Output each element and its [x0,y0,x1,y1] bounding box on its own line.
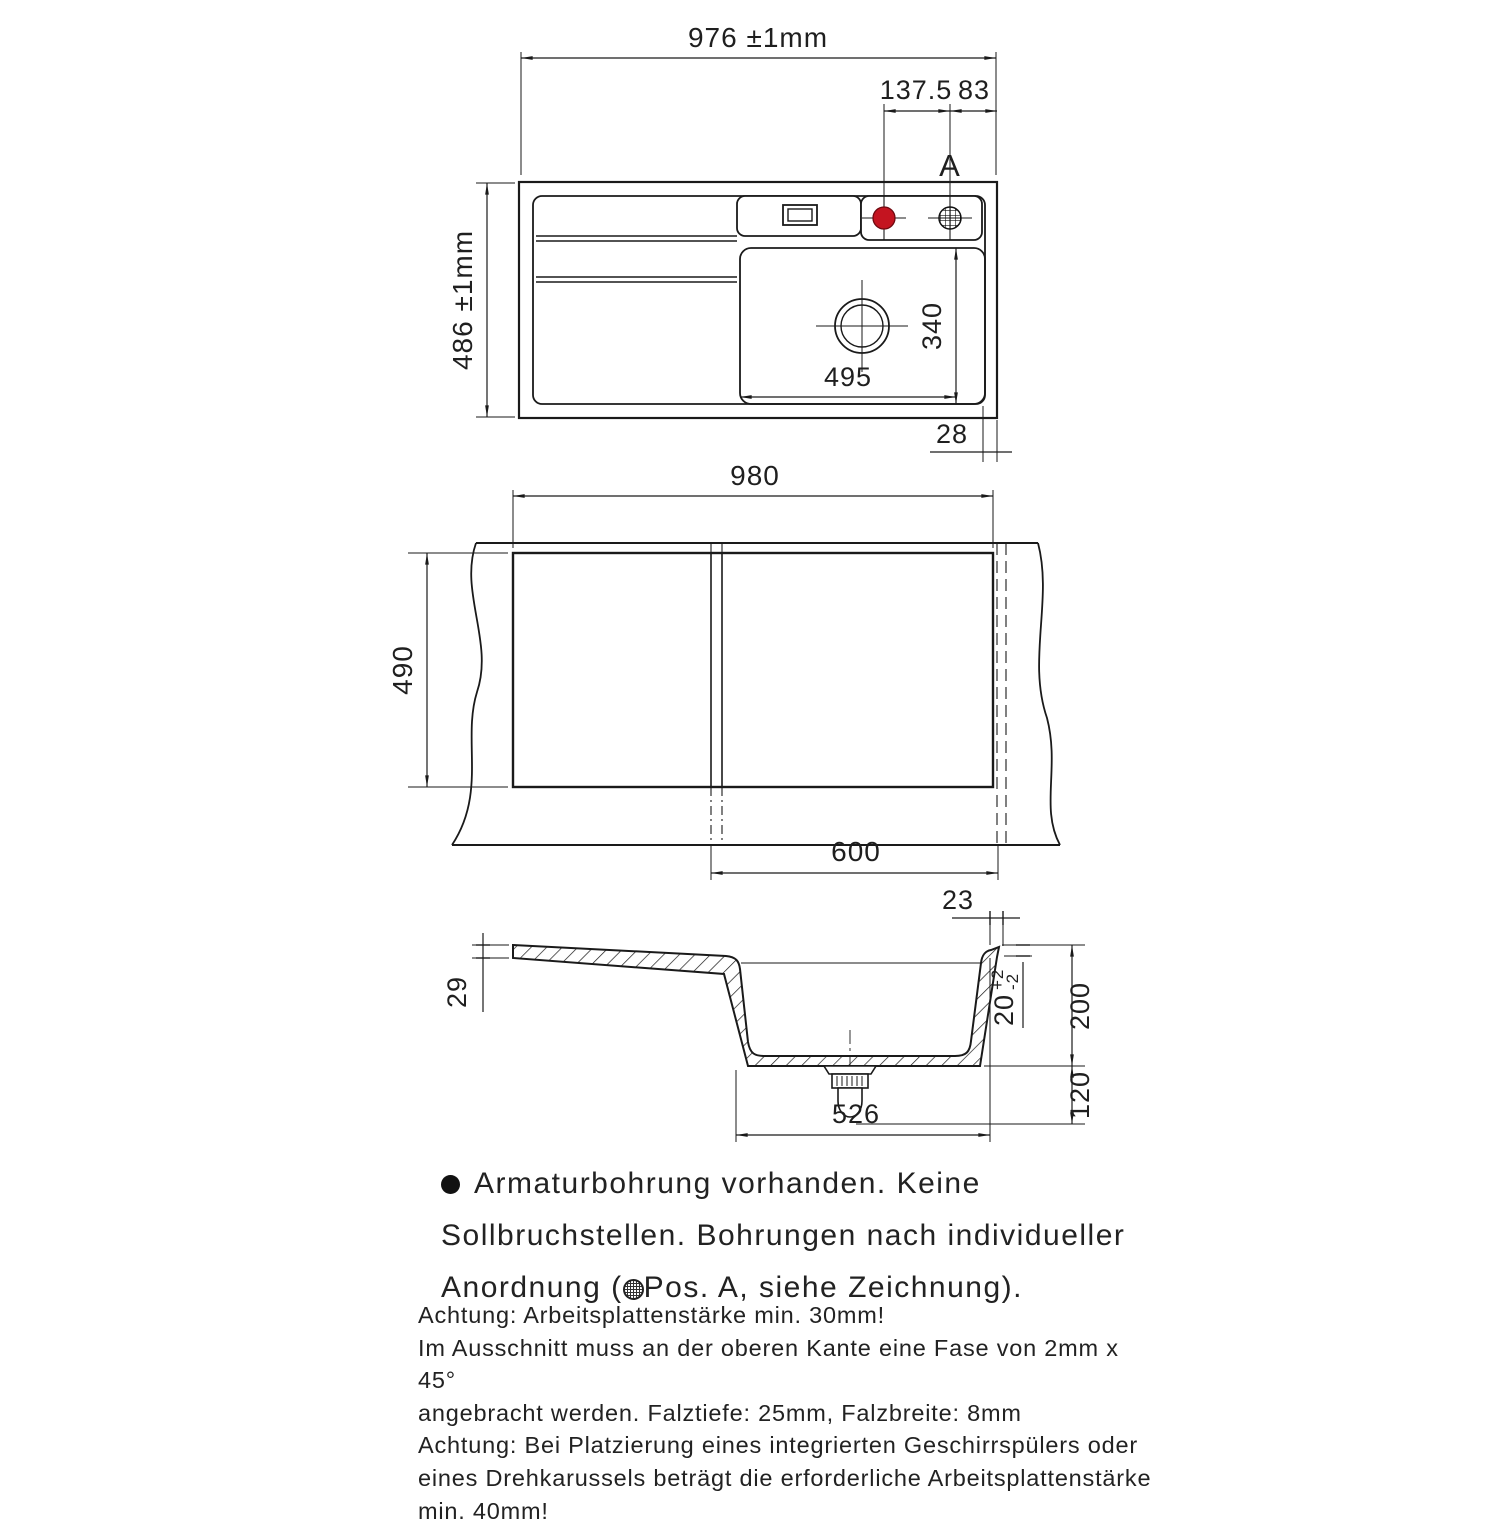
dim-label-rim-drop: 20 [989,993,1019,1026]
cabinet-wall-hidden-lines [997,543,1006,845]
top-view [447,22,1012,462]
dim-label-cabinet-width: 600 [831,836,881,867]
worktop-break-left [452,543,482,845]
cabinet-divider-lines [711,543,722,845]
notes-secondary [418,1299,1158,1527]
dim-label-cutout-width: 980 [730,460,780,491]
worktop-break-right [1038,543,1060,845]
notes-secondary-line5: eines Drehkarussels beträgt die erforderliche Arbeitsplattenstärke [418,1464,1152,1491]
notes-primary-line2-text: Sollbruchstellen. Bohrungen nach individueller [441,1219,1126,1252]
hatched-circle-icon [623,1279,644,1300]
dim-wall-gap [942,885,1020,946]
dim-cutout-width [513,460,993,548]
cutout-rect [513,553,993,787]
dim-label-drain-clearance: 120 [1065,1070,1095,1120]
dim-hole-positions [880,75,997,198]
notes-secondary-line4: Achtung: Bei Platzierung eines integrierten Geschirrspülers oder [418,1432,1138,1459]
cutout-view [387,460,1060,880]
dim-label-rim-height: 29 [442,975,472,1009]
dim-drain-clearance [856,1066,1095,1124]
dim-label-bowl-width: 495 [823,362,873,392]
dim-top-height [447,183,515,417]
notes-secondary-line1: Achtung: Arbeitsplattenstärke min. 30mm! [418,1302,885,1328]
dim-label-bowl-depth: 340 [917,301,947,351]
dim-cabinet-width [711,836,998,880]
red-hole-icon [873,207,895,229]
notes-secondary-line6: min. 40mm! [418,1497,549,1524]
position-a-label: A [939,148,961,183]
notes-secondary-line3: angebracht werden. Falztiefe: 25mm, Falzbreite: 8mm [418,1399,1022,1426]
notes-primary-line3-pre: Anordnung ( [441,1271,623,1304]
section-view [442,885,1095,1142]
notes-primary [441,1158,1161,1314]
dim-label-cutout-height: 490 [387,645,418,695]
dim-label-bowl-total-depth: 200 [1065,981,1095,1031]
dim-label-rim-drop-plus: +2 [988,968,1007,990]
dim-label-top-height: 486 ±1mm [447,229,478,371]
dim-label-rim-drop-minus: -2 [1003,972,1022,990]
hatched-hole-icon [939,207,961,229]
filled-circle-icon [441,1175,460,1194]
dim-cutout-height [387,553,508,787]
dim-label-wall-gap: 23 [941,885,975,915]
notes-primary-line1-text: Armaturbohrung vorhanden. Keine [474,1167,981,1200]
dim-label-edge-offset: 28 [935,419,969,449]
drain-flange [824,1066,876,1074]
dim-bowl-base-width [736,958,990,1142]
overflow-ledge [737,196,861,236]
dim-label-hole-edge: 83 [957,75,991,105]
notes-primary-line2 [441,1210,1161,1262]
dim-label-top-width: 976 ±1mm [687,22,829,53]
dim-label-bowl-base-width: 526 [831,1099,881,1129]
dim-label-hole-spacing: 137.5 [879,75,953,105]
dim-rim-height [442,933,509,1012]
notes-secondary-line2: Im Ausschnitt muss an der oberen Kante eine Fase von 2mm x 45° [418,1334,1119,1394]
notes-primary-line1 [441,1158,1161,1210]
notes-primary-line3-post: Pos. A, siehe Zeichnung). [643,1271,1023,1304]
